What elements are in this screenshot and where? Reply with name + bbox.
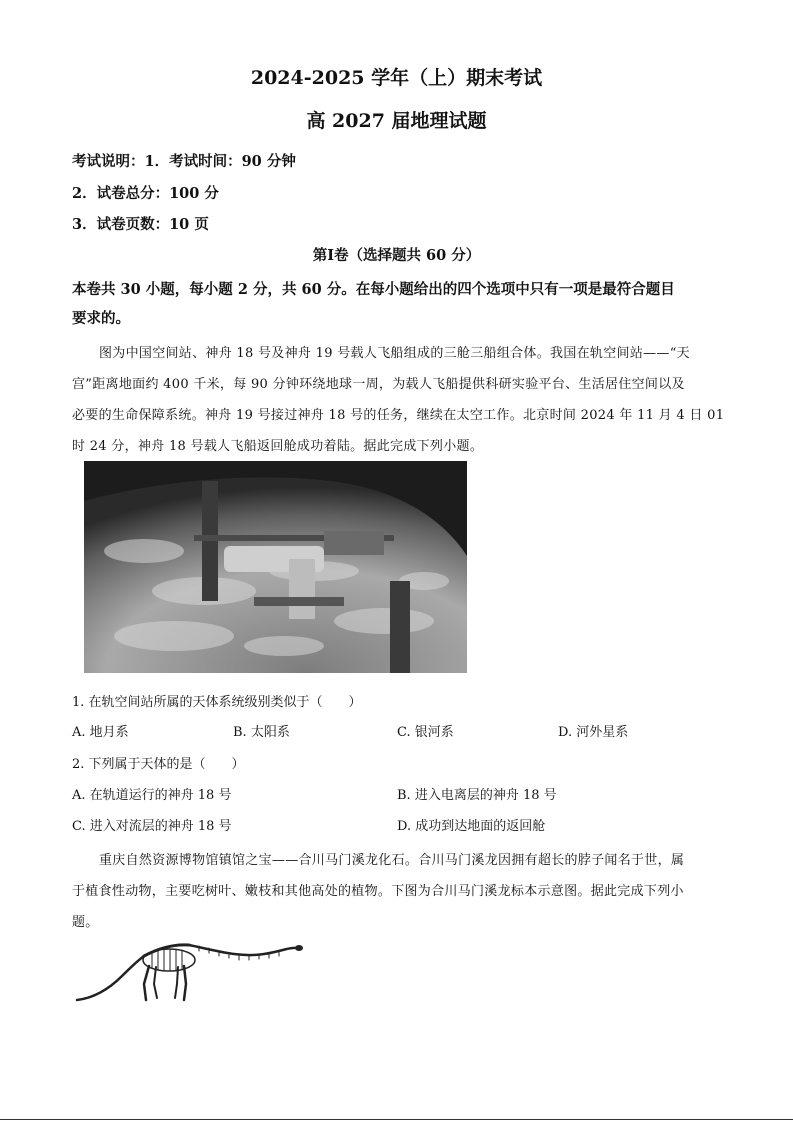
station-cabin <box>289 559 315 619</box>
question-1-stem: 1. 在轨空间站所属的天体系统级别类似于（ ） <box>72 695 362 710</box>
skeleton-ribcage <box>143 949 195 971</box>
exam-note-time: 考试说明：1．考试时间：90 分钟 <box>72 153 296 170</box>
skeleton-hind-leg-2 <box>154 967 157 998</box>
question-1-option-c[interactable]: C. 银河系 <box>397 725 454 740</box>
exam-title-line2: 高 2027 届地理试题 <box>306 110 487 132</box>
question-1-option-d[interactable]: D. 河外星系 <box>558 725 629 740</box>
section-title: 第Ⅰ卷（选择题共 60 分） <box>312 247 481 264</box>
station-arm <box>324 531 384 555</box>
passage-1-line3: 必要的生命保障系统。神舟 19 号接过神舟 18 号的任务，继续在太空工作。北京时间 2024 年 11 月 4 日 01 <box>72 408 725 423</box>
exam-note-pages: 3．试卷页数：10 页 <box>72 216 209 233</box>
section-instruction <box>72 275 732 333</box>
space-station-photo <box>84 461 467 673</box>
section-instruction-line1: 本卷共 30 小题，每小题 2 分，共 60 分。在每小题给出的四个选项中只有一项是最符合题目 <box>72 281 675 298</box>
docked-spacecraft-panel <box>254 597 344 606</box>
passage-1 <box>72 338 732 462</box>
passage-2-line3: 题。 <box>72 915 99 930</box>
passage-1-line1: 图为中国空间站、神舟 18 号及神舟 19 号载人飞船组成的三舱三船组合体。我国在轨空间站——“天 <box>99 346 690 361</box>
skeleton-front-leg <box>184 966 186 1000</box>
question-1-option-b[interactable]: B. 太阳系 <box>233 725 290 740</box>
section-instruction-line2: 要求的。 <box>72 310 130 327</box>
passage-1-line4: 时 24 分，神舟 18 号载人飞船返回舱成功着陆。据此完成下列小题。 <box>72 439 484 454</box>
question-2-option-b[interactable]: B. 进入电离层的神舟 18 号 <box>397 788 557 803</box>
exam-title-line1: 2024-2025 学年（上）期末考试 <box>250 67 543 89</box>
passage-1-line2: 宫”距离地面约 400 千米，每 90 分钟环绕地球一周，为载人飞船提供科研实验平台、生活居住空间以及 <box>72 377 685 392</box>
passage-2-line1: 重庆自然资源博物馆镇馆之宝——合川马门溪龙化石。合川马门溪龙因拥有超长的脖子闻名于世，属 <box>99 853 685 868</box>
exam-note-score: 2．试卷总分：100 分 <box>72 185 219 202</box>
skeleton-neck <box>189 945 298 955</box>
skeleton-front-leg-2 <box>175 967 178 998</box>
question-2-stem: 2. 下列属于天体的是（ ） <box>72 757 245 772</box>
question-2-option-c[interactable]: C. 进入对流层的神舟 18 号 <box>72 819 232 834</box>
question-2-option-d[interactable]: D. 成功到达地面的返回舱 <box>397 819 546 834</box>
skeleton-tail <box>77 956 144 1000</box>
skeleton-hind-leg <box>144 966 149 1000</box>
skeleton-skull <box>295 945 303 951</box>
passage-2 <box>72 845 732 938</box>
mamenchisaurus-skeleton-figure <box>74 934 304 1006</box>
question-1-option-a[interactable]: A. 地月系 <box>72 725 129 740</box>
solar-panel-right-mast <box>390 581 410 673</box>
question-2-option-a[interactable]: A. 在轨道运行的神舟 18 号 <box>72 788 232 803</box>
page-bottom-rule <box>0 1119 793 1120</box>
passage-2-line2: 于植食性动物，主要吃树叶、嫩枝和其他高处的植物。下图为合川马门溪龙标本示意图。据此完成下列小 <box>72 884 684 899</box>
